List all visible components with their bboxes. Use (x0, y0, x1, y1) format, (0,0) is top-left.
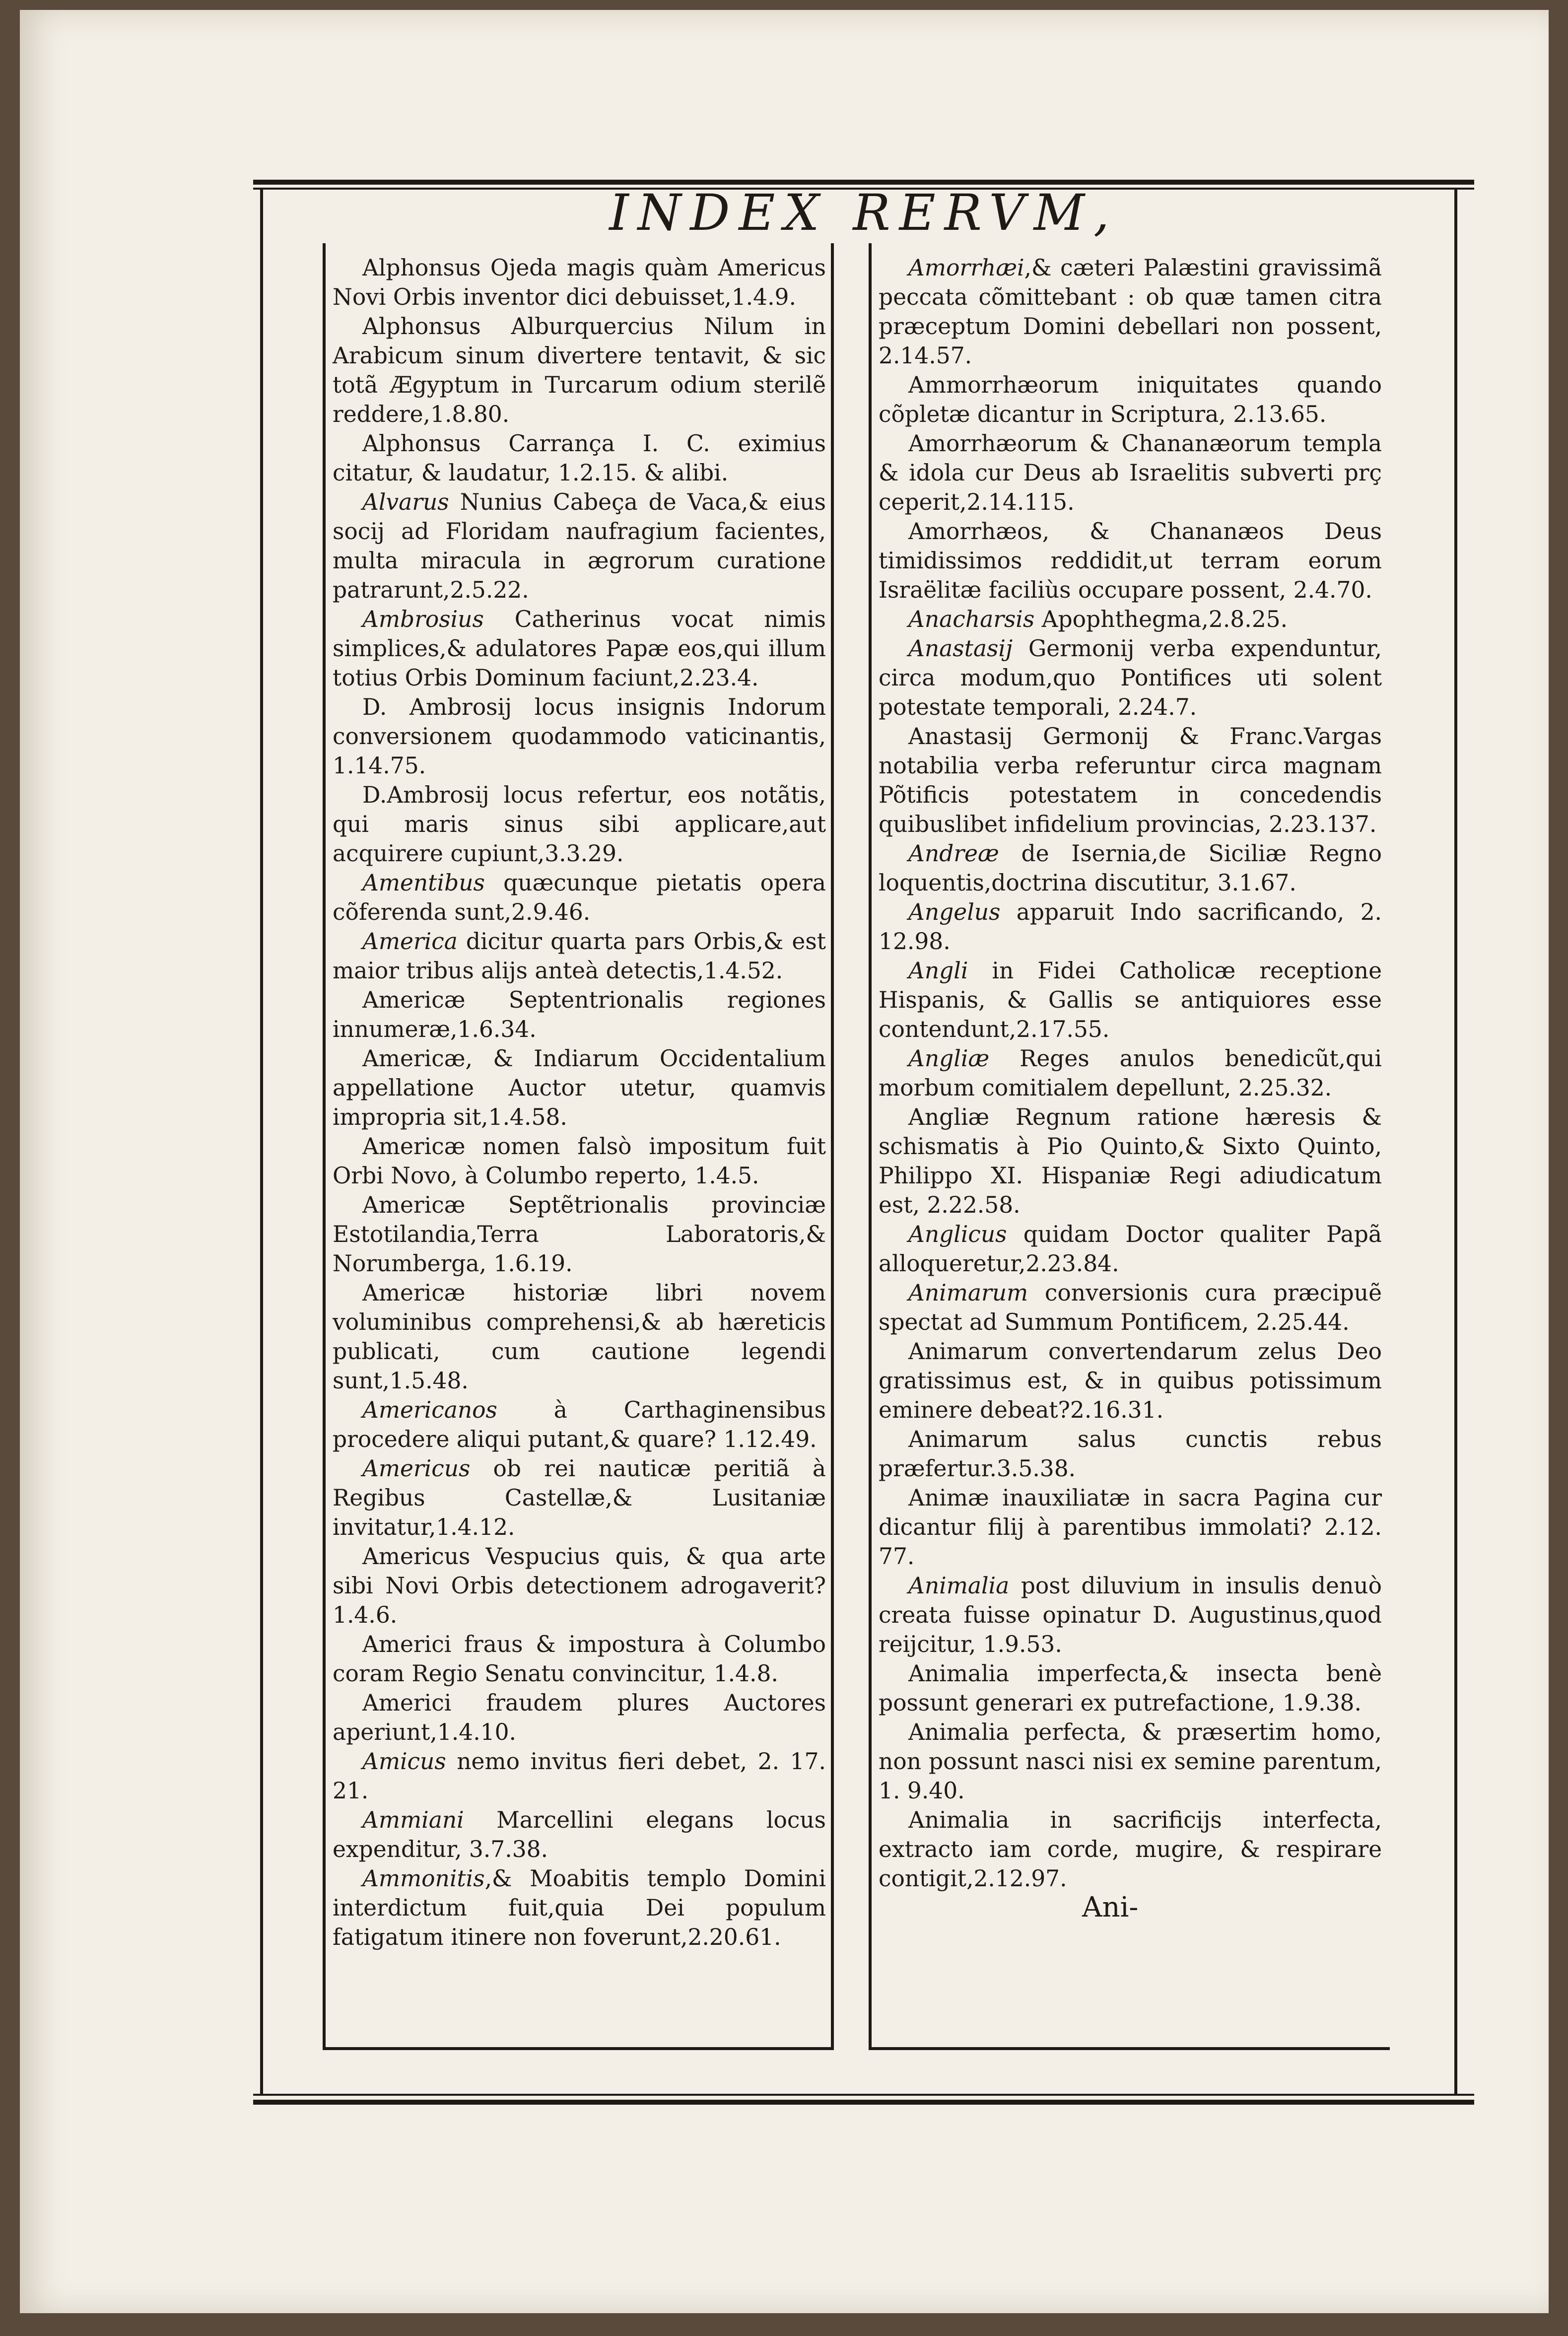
catchword: Ani- (1082, 1891, 1139, 1924)
index-entry (879, 634, 1382, 722)
entry-text: Animalia imperfecta,& insecta benè possunt generari ex putrefactione, 1.9.38. (879, 1660, 1382, 1716)
entry-text: Alphonsus Alburquercius Nilum in Arabicum sinum divertere tentavit, & sic totã Ægyptum in Turcarum odium sterilẽ reddere,1.8.80. (333, 313, 826, 427)
entry-text: Ammorrhæorum iniquitates quando cõpletæ dicantur in Scriptura, 2.13.65. (879, 372, 1382, 427)
entry-text: Alphonsus Carrança I. C. eximius citatur, & laudatur, 1.2.15. & alibi. (333, 430, 826, 486)
index-entry (879, 1220, 1382, 1278)
entry-keyword: Amicus (362, 1748, 446, 1775)
entry-text: Germonij verba expenduntur, circa modum,quo Pontifices uti solent potestate temporali, 2.24.7. (879, 635, 1382, 720)
right-column-rule-bottom (869, 2047, 1390, 2050)
text-frame (253, 174, 1474, 2110)
index-entry (333, 1542, 826, 1630)
index-entry (333, 487, 826, 605)
index-entry (879, 370, 1382, 429)
entry-text: post diluvium in insulis denuò creata fuisse opinatur D. Augustinus,quod reijcitur, 1.9.53. (879, 1573, 1382, 1657)
entry-keyword: America (362, 928, 458, 955)
entry-keyword: Anacharsis (908, 606, 1035, 632)
bottom-rule-thin (253, 2094, 1474, 2096)
entry-keyword: Ammiani (362, 1807, 464, 1833)
entry-text: Americæ Septẽtrionalis provinciæ Estotilandia,Terra Laboratoris,& Norumberga, 1.6.19. (333, 1192, 826, 1277)
index-entry (333, 1278, 826, 1395)
bottom-rule (253, 2100, 1474, 2105)
entry-text: Amorrhæos, & Chananæos Deus timidissimos reddidit,ut terram eorum Israëlitæ faciliùs occupare possent, 2.4.70. (879, 518, 1382, 603)
index-entry (879, 429, 1382, 517)
entry-text: Alphonsus Ojeda magis quàm Americus Novi Orbis inventor dici debuisset,1.4.9. (333, 255, 826, 310)
index-entry (879, 1278, 1382, 1337)
right-column (869, 243, 1390, 2050)
index-entry (333, 1044, 826, 1132)
entry-text: Amorrhæorum & Chananæorum templa & idola cur Deus ab Israelitis subverti prç ceperit,2.14.115. (879, 430, 1382, 515)
entry-keyword: Anastasij (908, 635, 1013, 662)
index-entry (879, 517, 1382, 605)
right-column-rule (869, 243, 872, 2050)
entry-text: nemo invitus fieri debet, 2. 17. 21. (333, 1748, 826, 1804)
index-entry (879, 956, 1382, 1044)
entry-text: Americæ historiæ libri novem voluminibus comprehensi,& ab hæreticis publicati, cum cautione legendi sunt,1.5.48. (333, 1280, 826, 1394)
entry-text: quidam Doctor qualiter Papã alloqueretur,2.23.84. (879, 1221, 1382, 1277)
entry-keyword: Amentibus (362, 870, 485, 896)
entry-text: Animarum salus cunctis rebus præfertur.3.5.38. (879, 1426, 1382, 1482)
entry-keyword: Amorrhæi (908, 255, 1024, 281)
entry-text: Reges anulos benedicũt,qui morbum comitialem depellunt, 2.25.32. (879, 1045, 1382, 1101)
entry-text: D. Ambrosij locus insignis Indorum conversionem quodammodo vaticinantis, 1.14.75. (333, 694, 826, 779)
index-entry (333, 1630, 826, 1688)
index-entry (333, 605, 826, 692)
index-entry (333, 868, 826, 927)
entry-text: Catherinus vocat nimis simplices,& adulatores Papæ eos,qui illum totius Orbis Dominum faciunt,2.23.4. (333, 606, 826, 691)
entry-text: de Isernia,de Siciliæ Regno loquentis,doctrina discutitur, 3.1.67. (879, 840, 1382, 896)
right-entry-list (879, 253, 1382, 1893)
entry-keyword: Anglicus (908, 1221, 1007, 1247)
index-entry (879, 1102, 1382, 1220)
index-entry (333, 780, 826, 868)
index-entry (879, 1659, 1382, 1718)
index-entry (879, 1571, 1382, 1659)
left-column (323, 243, 834, 2050)
entry-text: Angliæ Regnum ratione hæresis & schismatis à Pio Quinto,& Sixto Quinto, Philippo XI. Hispaniæ Regi adiudicatum est, 2.22.58. (879, 1104, 1382, 1218)
entry-text: in Fidei Catholicæ receptione Hispanis, & Gallis se antiquiores esse contendunt,2.17.55. (879, 958, 1382, 1042)
left-column-rule-bottom (323, 2047, 834, 2050)
index-entry (333, 1747, 826, 1805)
index-entry (333, 1864, 826, 1952)
entry-keyword: Animalia (908, 1573, 1010, 1599)
index-entry (879, 1805, 1382, 1893)
entry-text: Marcellini elegans locus expenditur, 3.7.38. (333, 1807, 826, 1862)
index-entry (333, 253, 826, 312)
entry-text: Animæ inauxiliatæ in sacra Pagina cur dicantur filij à parentibus immolati? 2.12. 77. (879, 1485, 1382, 1570)
entry-text: Americus Vespucius quis, & qua arte sibi Novi Orbis detectionem adrogaverit? 1.4.6. (333, 1543, 826, 1628)
index-entry (333, 1805, 826, 1864)
entry-text: ob rei nauticæ peritiã à Regibus Castellæ,& Lusitaniæ invitatur,1.4.12. (333, 1455, 826, 1540)
index-entry (879, 897, 1382, 956)
entry-keyword: Andreæ (908, 840, 999, 867)
entry-text: ,& cæteri Palæstini gravissimã peccata cõmittebant : ob quæ tamen citra præceptum Domini debellari non possent, 2.14.57. (879, 255, 1382, 369)
index-entry (879, 839, 1382, 897)
entry-text: Nunius Cabeça de Vaca,& eius socij ad Floridam naufragium facientes, multa miracula in ægrorum curatione patrarunt,2.5.22. (333, 489, 826, 603)
entry-text: conversionis cura præcipuẽ spectat ad Summum Pontificem, 2.25.44. (879, 1280, 1382, 1335)
entry-text: Americæ nomen falsò impositum fuit Orbi Novo, à Columbo reperto, 1.4.5. (333, 1133, 826, 1189)
entry-keyword: Americus (362, 1455, 471, 1482)
entry-text: Americæ, & Indiarum Occidentalium appellatione Auctor utetur, quamvis impropria sit,1.4.58. (333, 1045, 826, 1130)
entry-keyword: Americanos (362, 1397, 497, 1423)
left-border (260, 189, 263, 2095)
index-entry (879, 1337, 1382, 1425)
index-entry (879, 605, 1382, 634)
book-page (20, 10, 1549, 2313)
index-entry (333, 1395, 826, 1454)
index-entry (333, 692, 826, 780)
entry-text: ,& Moabitis templo Domini interdictum fuit,quia Dei populum fatigatum itinere non foverunt,2.20.61. (333, 1865, 826, 1950)
index-entry (333, 429, 826, 487)
index-entry (333, 312, 826, 429)
entry-text: dicitur quarta pars Orbis,& est maior tribus alijs anteà detectis,1.4.52. (333, 928, 826, 984)
entry-text: Animarum convertendarum zelus Deo gratissimus est, & in quibus potissimum eminere debeat?2.16.31. (879, 1338, 1382, 1423)
index-entry (333, 1454, 826, 1542)
index-entry (333, 1190, 826, 1278)
entry-text: Anastasij Germonij & Franc.Vargas notabilia verba referuntur circa magnam Põtificis potestatem in concedendis quibuslibet infidelium provincias, 2.23.137. (879, 723, 1382, 837)
page-title: INDEX RERVM, (609, 184, 1118, 242)
index-entry (879, 1044, 1382, 1102)
index-entry (879, 1718, 1382, 1805)
index-entry (879, 253, 1382, 370)
left-column-rule (323, 243, 326, 2050)
left-column-rule-right (831, 243, 834, 2050)
entry-keyword: Alvarus (362, 489, 449, 515)
entry-text: Animalia perfecta, & præsertim homo, non possunt nasci nisi ex semine parentum, 1. 9.40. (879, 1719, 1382, 1804)
entry-keyword: Animarum (908, 1280, 1028, 1306)
index-entry (333, 927, 826, 985)
index-entry (333, 1132, 826, 1190)
entry-text: à Carthaginensibus procedere aliqui putant,& quare? 1.12.49. (333, 1397, 826, 1452)
index-entry (333, 1688, 826, 1747)
right-border (1454, 189, 1457, 2095)
entry-text: apparuit Indo sacrificando, 2. 12.98. (879, 899, 1382, 955)
entry-text: Animalia in sacrificijs interfecta, extracto iam corde, mugire, & respirare contigit,2.12.97. (879, 1807, 1382, 1892)
index-entry (879, 722, 1382, 839)
index-entry (879, 1483, 1382, 1571)
entry-text: Americæ Septentrionalis regiones innumeræ,1.6.34. (333, 987, 826, 1042)
entry-keyword: Ambrosius (362, 606, 484, 632)
entry-text: quæcunque pietatis opera cõferenda sunt,2.9.46. (333, 870, 826, 925)
entry-text: Americi fraudem plures Auctores aperiunt,1.4.10. (333, 1690, 826, 1745)
entry-keyword: Angli (908, 958, 968, 984)
entry-keyword: Angelus (908, 899, 1001, 925)
entry-text: D.Ambrosij locus refertur, eos notãtis, qui maris sinus sibi applicare,aut acquirere cupiunt,3.3.29. (333, 782, 826, 867)
entry-text: Americi fraus & impostura à Columbo coram Regio Senatu convincitur, 1.4.8. (333, 1631, 826, 1687)
entry-keyword: Angliæ (908, 1045, 990, 1072)
left-entry-list (333, 253, 826, 1952)
index-entry (333, 985, 826, 1044)
entry-keyword: Ammonitis (362, 1865, 485, 1892)
index-entry (879, 1425, 1382, 1483)
entry-text: Apophthegma,2.8.25. (1034, 606, 1288, 632)
